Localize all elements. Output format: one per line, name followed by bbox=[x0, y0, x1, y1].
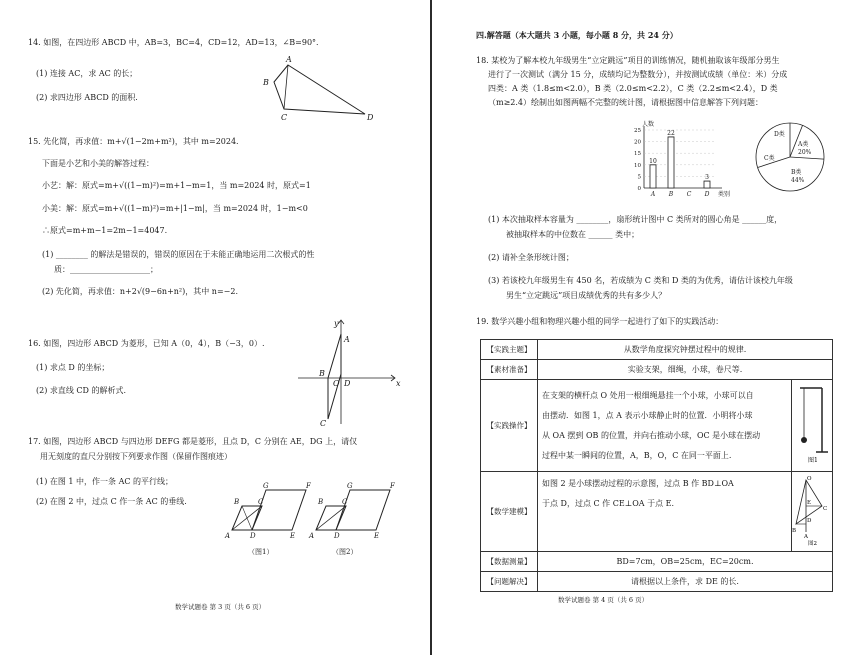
q17-stem-line1: 17. 如图，四边形 ABCD 与四边形 DEFG 都是菱形，且点 D，C 分别在 AE，DG 上，请仅 bbox=[28, 437, 358, 446]
q17-figure-2 bbox=[306, 478, 394, 562]
q14-stem: 14. 如图，在四边形 ABCD 中，AB=3，BC=4，CD=12，AD=13，∠B=90°． bbox=[28, 38, 325, 47]
bar-chart-ylabel: 人数 bbox=[642, 121, 655, 128]
bar-value-label: 22 bbox=[667, 129, 675, 137]
q18-line1: 18. 某校为了解本校九年级男生“立定跳远”项目的训练情况，随机抽取该年级部分男生 bbox=[476, 56, 780, 65]
q18-part3-line1: (3) 若该校九年级男生有 450 名，若成绩为 C 类和 D 类的为优秀，请估计该校九年级 bbox=[488, 276, 793, 285]
q16-label-y: y bbox=[334, 319, 339, 328]
model-label-b: B bbox=[792, 528, 797, 534]
q18-line3: 四类：A 类（1.8≤m<2.0），B 类（2.0≤m<2.2），C 类（2.2≤m<2.4），D 类 bbox=[488, 84, 778, 93]
bar-chart-ytick: 5 bbox=[637, 174, 641, 181]
pie-label-c: C类 bbox=[764, 155, 775, 162]
q16-label-a: A bbox=[344, 335, 350, 344]
bar-chart-ytick: 0 bbox=[637, 186, 641, 192]
q14-label-b: B bbox=[263, 78, 269, 87]
operation-value bbox=[538, 380, 792, 472]
bar-chart-ytick: 25 bbox=[634, 128, 641, 134]
q15-conclusion: ∴原式=m+m−1=2m−1=4047. bbox=[42, 226, 168, 235]
materials-key: 【素材准备】 bbox=[481, 360, 538, 380]
operation-line3: 从 OA 摆到 OB 的位置，并向右推动小球，OC 是小球在摆动 bbox=[542, 430, 761, 440]
bar-value-label: 3 bbox=[705, 174, 709, 182]
bar-d bbox=[704, 181, 710, 188]
pie-label-a: A类 bbox=[798, 141, 809, 148]
pendulum-apparatus-figure bbox=[792, 380, 832, 466]
bar-chart-category-label: A bbox=[650, 191, 656, 198]
bar-chart-category-label: C bbox=[686, 191, 692, 198]
bar-chart-ytick: 10 bbox=[634, 162, 641, 169]
pie-label-b: B类 bbox=[791, 169, 802, 176]
q17-part2: (2) 在图 2 中，过点 C 作一条 AC 的垂线. bbox=[36, 497, 187, 506]
bar-a bbox=[650, 165, 656, 188]
bar-b bbox=[668, 137, 674, 188]
q14-part1: (1) 连接 AC，求 AC 的长； bbox=[36, 69, 138, 78]
table-row bbox=[481, 380, 833, 472]
table-row bbox=[481, 360, 833, 380]
q16-rhombus-figure bbox=[290, 314, 405, 429]
fig1-label-e: E bbox=[290, 532, 296, 540]
q17-figure-1 bbox=[222, 478, 310, 562]
q16-part1: (1) 求点 D 的坐标； bbox=[36, 363, 110, 372]
q16-label-o: O bbox=[333, 379, 340, 388]
model-label-d: D bbox=[807, 518, 812, 524]
q16-part2: (2) 求直线 CD 的解析式. bbox=[36, 386, 127, 395]
bar-chart-ytick: 20 bbox=[634, 139, 641, 146]
q18-part1-line1: (1) 本次抽取样本容量为 ________，扇形统计图中 C 类所对的圆心角是 ______度， bbox=[488, 215, 783, 224]
pendulum-model-figure bbox=[792, 472, 832, 546]
q16-label-b: B bbox=[319, 369, 325, 378]
q19-practice-table bbox=[480, 339, 833, 592]
q18-line4: （m≥2.4）绘制出如图两幅不完整的统计图，请根据图中信息解答下列问题： bbox=[488, 98, 764, 107]
bar-chart-category-label: D bbox=[704, 191, 710, 198]
fig1-label-a: A bbox=[225, 532, 231, 540]
table-row bbox=[481, 472, 833, 552]
fig1-caption: （图1） bbox=[248, 548, 274, 556]
q19-stem: 19. 数学兴趣小组和物理兴趣小组的同学一起进行了如下的实践活动： bbox=[476, 317, 724, 326]
model-label-c: C bbox=[823, 506, 828, 512]
q15-part2: (2) 先化简，再求值：n+2√(9−6n+n²)，其中 n=−2. bbox=[42, 287, 238, 296]
bar-chart-xlabel: 类别 bbox=[718, 191, 731, 198]
q14-part2: (2) 求四边形 ABCD 的面积. bbox=[36, 93, 138, 102]
q18-part2: (2) 请补全条形统计图； bbox=[488, 253, 574, 262]
pie-label-d: D类 bbox=[774, 131, 785, 138]
q15-part1-line2: 质：____________________； bbox=[54, 265, 158, 274]
q18-line2: 进行了一次测试（满分 15 分，成绩均记为整数分），并按测试成绩（单位：米）分成 bbox=[488, 70, 788, 79]
q18-part3-line2: 男生“立定跳远”项目成绩优秀的共有多少人？ bbox=[506, 291, 667, 300]
materials-value: 实验支架，细绳，小球，卷尺等. bbox=[538, 360, 833, 380]
measure-value: BD=7cm，OB=25cm，EC=20cm. bbox=[538, 552, 833, 572]
q15-intro: 下面是小艺和小美的解答过程： bbox=[42, 159, 154, 168]
model-label-e: E bbox=[807, 500, 812, 506]
model-label-a: A bbox=[804, 534, 808, 540]
theme-key: 【实践主题】 bbox=[481, 340, 538, 360]
operation-line4: 过程中某一瞬间的位置，A，B，O，C 在同一平面上. bbox=[542, 450, 732, 460]
pendulum-fig1-caption: 图1 bbox=[808, 457, 818, 464]
operation-key: 【实践操作】 bbox=[481, 380, 538, 472]
table-row bbox=[481, 552, 833, 572]
q15-xiaomei: 小美：解：原式=m+√((1−m)²)=m+|1−m|，当 m=2024 时，1−m<0 bbox=[42, 204, 308, 213]
model-line2: 于点 D，过点 C 作 CE⊥OA 于点 E. bbox=[542, 499, 674, 508]
table-row bbox=[481, 572, 833, 592]
model-figure-cell bbox=[792, 472, 833, 552]
theme-value: 从数学角度探究钟摆过程中的规律. bbox=[538, 340, 833, 360]
right-page bbox=[432, 0, 860, 655]
q17-stem-line2: 用无刻度的直尺分别按下列要求作图（保留作图痕迹） bbox=[40, 452, 232, 461]
fig1-label-g: G bbox=[263, 482, 269, 490]
model-fig2-caption: 图2 bbox=[808, 541, 817, 547]
fig2-caption: （图2） bbox=[332, 548, 358, 556]
model-key: 【数学建模】 bbox=[481, 472, 538, 552]
fig2-label-d: D bbox=[334, 532, 340, 540]
fig2-label-e: E bbox=[374, 532, 380, 540]
pendulum-figure-cell bbox=[792, 380, 833, 472]
fig1-label-c: C bbox=[258, 498, 264, 506]
pie-percent-a: 20% bbox=[798, 149, 812, 156]
q16-label-d: D bbox=[344, 379, 351, 388]
q16-label-x: x bbox=[396, 379, 401, 388]
bar-chart-category-label: B bbox=[668, 191, 674, 198]
fig1-label-f: F bbox=[306, 482, 311, 490]
model-line1: 如图 2 是小球摆动过程的示意图，过点 B 作 BD⊥OA bbox=[542, 479, 734, 488]
bar-chart-ytick: 15 bbox=[634, 151, 641, 158]
q15-stem: 15. 先化简，再求值：m+√(1−2m+m²)，其中 m=2024. bbox=[28, 137, 239, 146]
q14-label-a: A bbox=[286, 55, 292, 64]
bar-value-label: 10 bbox=[649, 157, 657, 165]
q15-xiaoyi: 小艺：解：原式=m+√((1−m)²)=m+1−m=1，当 m=2024 时，原式=1 bbox=[42, 181, 311, 190]
pie-percent-b: 44% bbox=[791, 177, 805, 184]
operation-line2: 由摆动．如图 1，点 A 表示小球静止时的位置．小明将小球 bbox=[542, 410, 753, 420]
measure-key: 【数据测量】 bbox=[481, 552, 538, 572]
fig2-label-g: G bbox=[347, 482, 353, 490]
fig1-label-d: D bbox=[250, 532, 256, 540]
table-row bbox=[481, 340, 833, 360]
section-title: 四.解答题（本大题共 3 小题，每小题 8 分，共 24 分） bbox=[476, 30, 678, 40]
fig2-label-c: C bbox=[342, 498, 348, 506]
q15-part1-line1: (1) ________ 的解法是错误的，错误的原因在于未能正确地运用二次根式的性 bbox=[42, 250, 315, 259]
model-label-o: O bbox=[807, 476, 812, 482]
q17-part1: (1) 在图 1 中，作一条 AC 的平行线； bbox=[36, 477, 174, 486]
operation-line1: 在支架的横杆点 O 处用一根细绳悬挂一个小球，小球可以自 bbox=[542, 390, 754, 400]
q14-label-d: D bbox=[367, 113, 374, 122]
q16-label-c: C bbox=[320, 419, 327, 428]
fig2-label-a: A bbox=[309, 532, 315, 540]
q14-quadrilateral-figure bbox=[255, 52, 375, 122]
q18-part1-line2: 被抽取样本的中位数在 ______ 类中； bbox=[506, 230, 640, 239]
q14-label-c: C bbox=[281, 113, 288, 122]
solve-value: 请根据以上条件，求 DE 的长. bbox=[538, 572, 833, 592]
left-page-footer: 数学试题卷 第 3 页（共 6 页） bbox=[175, 603, 266, 611]
q16-stem: 16. 如图，四边形 ABCD 为菱形，已知 A（0，4），B（−3，0）. bbox=[28, 339, 265, 348]
fig2-label-f: F bbox=[390, 482, 395, 490]
fig1-label-b: B bbox=[234, 498, 240, 506]
solve-key: 【问题解决】 bbox=[481, 572, 538, 592]
q18-pie-chart bbox=[752, 118, 830, 196]
fig2-label-b: B bbox=[318, 498, 324, 506]
q18-bar-chart bbox=[626, 116, 736, 198]
model-value bbox=[538, 472, 792, 552]
right-page-footer: 数学试题卷 第 4 页（共 6 页） bbox=[558, 596, 649, 604]
